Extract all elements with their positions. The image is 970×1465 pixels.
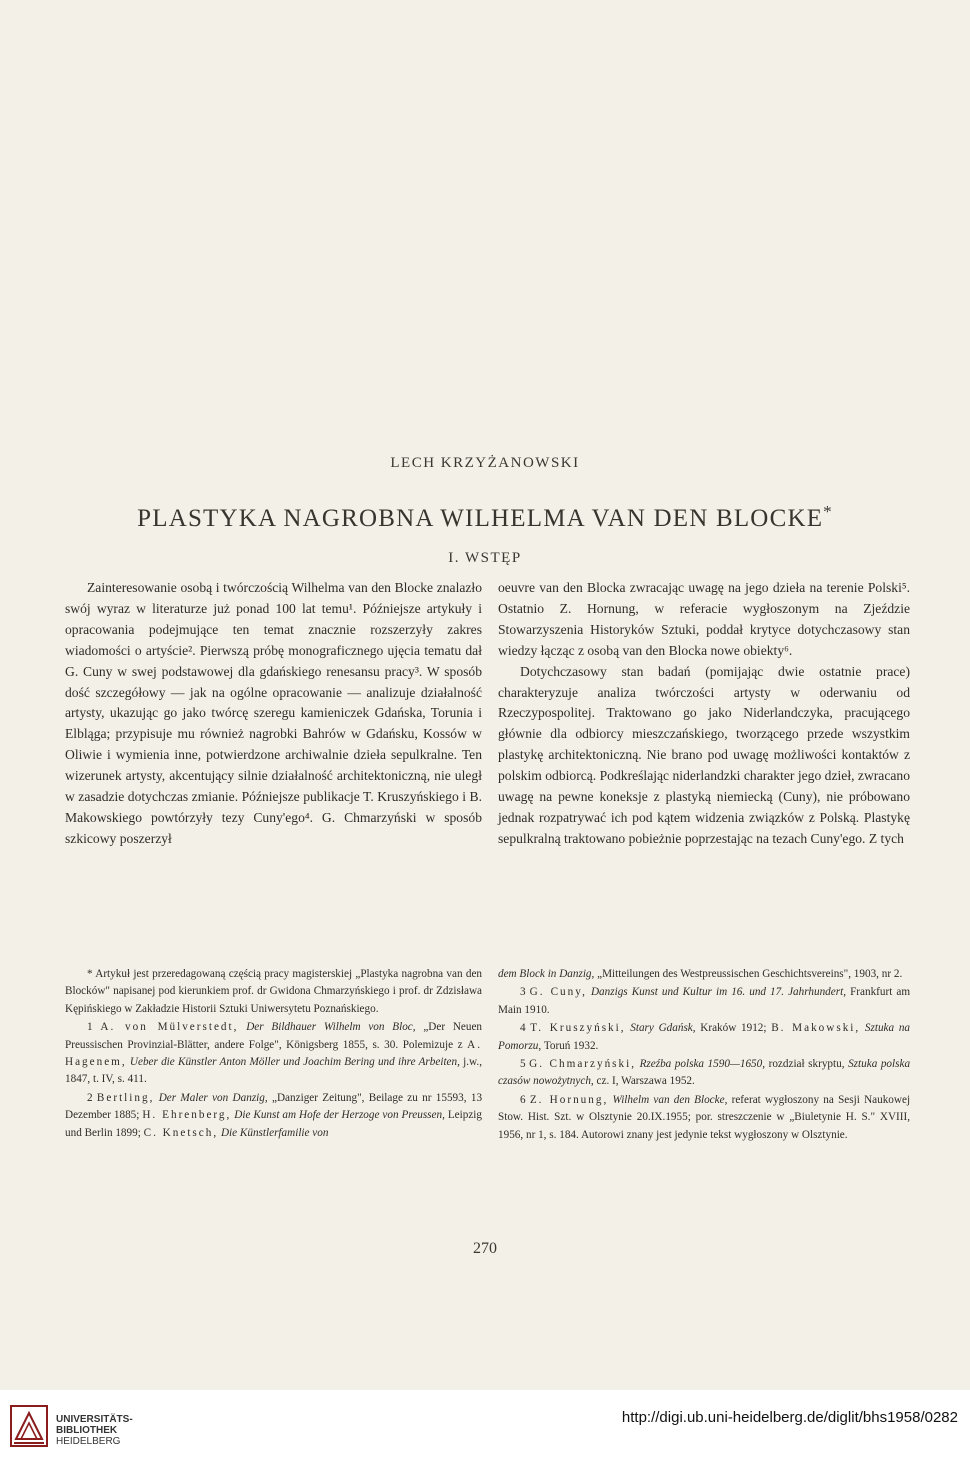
footnote-text: „Danziger Zeitung", Beilage zu nr 15593, 13 Dezember 1885; [65,1091,483,1122]
footnote-number: 6 [520,1093,526,1106]
footnote-text: „Der Neuen Preussischen Provinzial-Blätter, andere Folge", Königsberg 1855, s. 30. Polemizuje z [65,1021,483,1051]
library-logo-icon [10,1405,48,1447]
body-column-left [65,578,482,850]
footnote-author: H. Ehrenberg, [142,1109,232,1122]
footnote-number: 3 [520,986,526,999]
footnotes-right [498,966,910,1145]
footnote-number: 1 [87,1021,93,1034]
title-footnote-mark: * [823,502,833,521]
footnote-author: A. von Mülverstedt, [100,1021,239,1034]
footnote-title: Sztuka polska czasów nowożytnych, [498,1058,911,1088]
footnote-number: 2 [87,1091,93,1104]
library-line: BIBLIOTHEK [56,1425,118,1436]
footnote-text: referat wygłoszony na Sesji Naukowej Stow. Hist. Szt. w Olsztynie 20.IX.1955; por. streszczenie w „Biuletynie H. S." XVIII, 1956, nr 1, s. 184. Autorowi znany jest jedynie tekst wygłoszony w Olsztynie. [498,1093,911,1141]
footnote-text: rozdział skryptu, [768,1058,845,1071]
footnote-text: Leipzig und Berlin 1899; [65,1109,482,1139]
permalink-url[interactable]: http://digi.ub.uni-heidelberg.de/diglit/bhs1958/0282 [621,1409,958,1426]
footnote-number: 4 [520,1022,526,1035]
footnote-3 [498,984,910,1019]
footnote-author: G. Cuny, [529,986,587,999]
footnote-number: 5 [520,1058,526,1071]
footnote-title: Ueber die Künstler Anton Möller und Joachim Bering und ihre Arbeiten, [129,1056,460,1069]
footnote-title: Wilhelm van den Blocke, [612,1093,728,1106]
footnote-title: Der Bildhauer Wilhelm von Bloc, [246,1021,416,1034]
footnote-2 [65,1090,482,1142]
page-number: 270 [473,1240,497,1257]
footnote-4 [498,1020,910,1055]
footnote-text: Kraków 1912; [700,1022,767,1035]
footnote-title: Rzeźba polska 1590—1650, [639,1058,766,1071]
article-title [0,502,970,533]
footnotes-left [65,966,482,1143]
footnote-author: G. Chmarzyński, [529,1058,637,1071]
footnote-1 [65,1019,482,1089]
footnote-author: C. Knetsch, [143,1126,219,1139]
viewer-footer [0,1390,970,1465]
library-name [56,1414,133,1447]
footnote-text: cz. I, Warszawa 1952. [596,1075,695,1088]
footnote-2-continued [498,966,910,983]
body-paragraph: oeuvre van den Blocka zwracając uwagę na jego dzieła na terenie Polski⁵. Ostatnio Z. Hornung, w referacie wygłoszonym na Zjeździe Stowarzyszenia Historyków Sztuki, poddał krytyce dotychczasowy stan wiedzy łącząc z osobą van den Blocka nowe obiekty⁶. [498,580,910,658]
footnote-author: B. Makowski, [771,1022,861,1035]
body-paragraph: Zainteresowanie osobą i twórczością Wilhelma van den Blocke znalazło swój wyraz w literaturze już ponad 100 lat temu¹. Późniejsze artykuły i opracowania podejmujące ten temat znacznie rozszerzyły zakres wiadomości o artyście². Pierwszą próbę monograficznego ujęcia tematu dał G. Cuny w swej podstawowej dla gdańskiego renesansu pracy³. W sposób dość szczegółowy — jak na ogólne opracowanie — analizuje działalność artysty, ukazując go jako twórcę szeregu kamieniczek Gdańska, Torunia i Elbląga; przypisuje mu również nagrobki Bahrów w Gdańsku, Kossów w Oliwie i wymienia inne, potwierdzone archiwalnie dzieła sepulkralne. Ten wizerunek artysty, akcentujący silnie działalność architektoniczną, nie uległ w zasadzie dotychczas zmianie. Późniejsze publikacje T. Kruszyńskiego i B. Makowskiego powtórzyły tezy Cuny'ego⁴. G. Chmarzyński w sposób szkicowy poszerzył [65,580,482,846]
section-heading: I. WSTĘP [448,550,522,566]
footnote-author: A. Hagenem, [65,1038,483,1069]
footnote-star: * Artykuł jest przeredagowaną częścią pracy magisterskiej „Plastyka nagrobna van den Blocków" napisanej pod kierunkiem prof. dr Gwidona Chmarzyńskiego i prof. dr Zdzisława Kępińskiego w Zakładzie Historii Sztuki Uniwersytetu Poznańskiego. [65,968,482,1015]
footnote-text: „Mitteilungen des Westpreussischen Geschichtsvereins", 1903, nr 2. [597,968,903,980]
footnote-text: Frankfurt am Main 1910. [498,986,911,1016]
footnote-title: Sztuka na Pomorzu, [498,1022,911,1052]
footnote-title: Stary Gdańsk, [630,1022,696,1035]
library-line: HEIDELBERG [56,1436,121,1447]
footnote-text: Toruń 1932. [543,1039,599,1052]
footnote-title: Der Maler von Danzig, [158,1091,268,1104]
article-title-text: PLASTYKA NAGROBNA WILHELMA VAN DEN BLOCKE [137,505,824,532]
footnote-6 [498,1092,910,1144]
footnote-title: Danzigs Kunst und Kultur im 16. und 17. Jahrhundert, [590,986,846,999]
footnote-author: Bertling, [96,1091,155,1104]
library-line: UNIVERSITÄTS- [56,1414,133,1425]
footnote-5 [498,1056,910,1091]
footnote-title: dem Block in Danzig, [498,968,595,980]
footnote-author: Z. Hornung, [529,1093,609,1106]
footnote-title: Die Kunst am Hofe der Herzoge von Preussen, [234,1109,445,1122]
footnote-text: j.w., 1847, t. IV, s. 411. [65,1056,483,1086]
body-paragraph: Dotychczasowy stan badań (pomijając dwie ostatnie prace) charakteryzuje analiza twórczości artysty w oderwaniu od Rzeczypospolitej. Traktowano go jako Niderlandczyka, pracującego głównie dla odbiorcy mieszczańskiego, tworzącego przede wszystkim plastykę architektoniczną. Nie brano pod uwagę możliwości kontaktów z polskim odbiorcą. Podkreślając niderlandzki charakter jego dzieł, zwracano uwagę na pewne koneksje z plastyką niemiecką (Cuny), nie próbowano jednak rozpatrywać ich pod kątem widzenia związków z Polską. Plastykę sepulkralną traktowano pobieżnie poprzestając na tezach Cuny'ego. Z tych [498,663,910,846]
article-author: LECH KRZYŻANOWSKI [390,455,580,471]
footnote-author: T. Kruszyński, [530,1022,626,1035]
body-column-right [498,578,910,850]
footnote-title: Die Künstlerfamilie von [220,1126,329,1139]
